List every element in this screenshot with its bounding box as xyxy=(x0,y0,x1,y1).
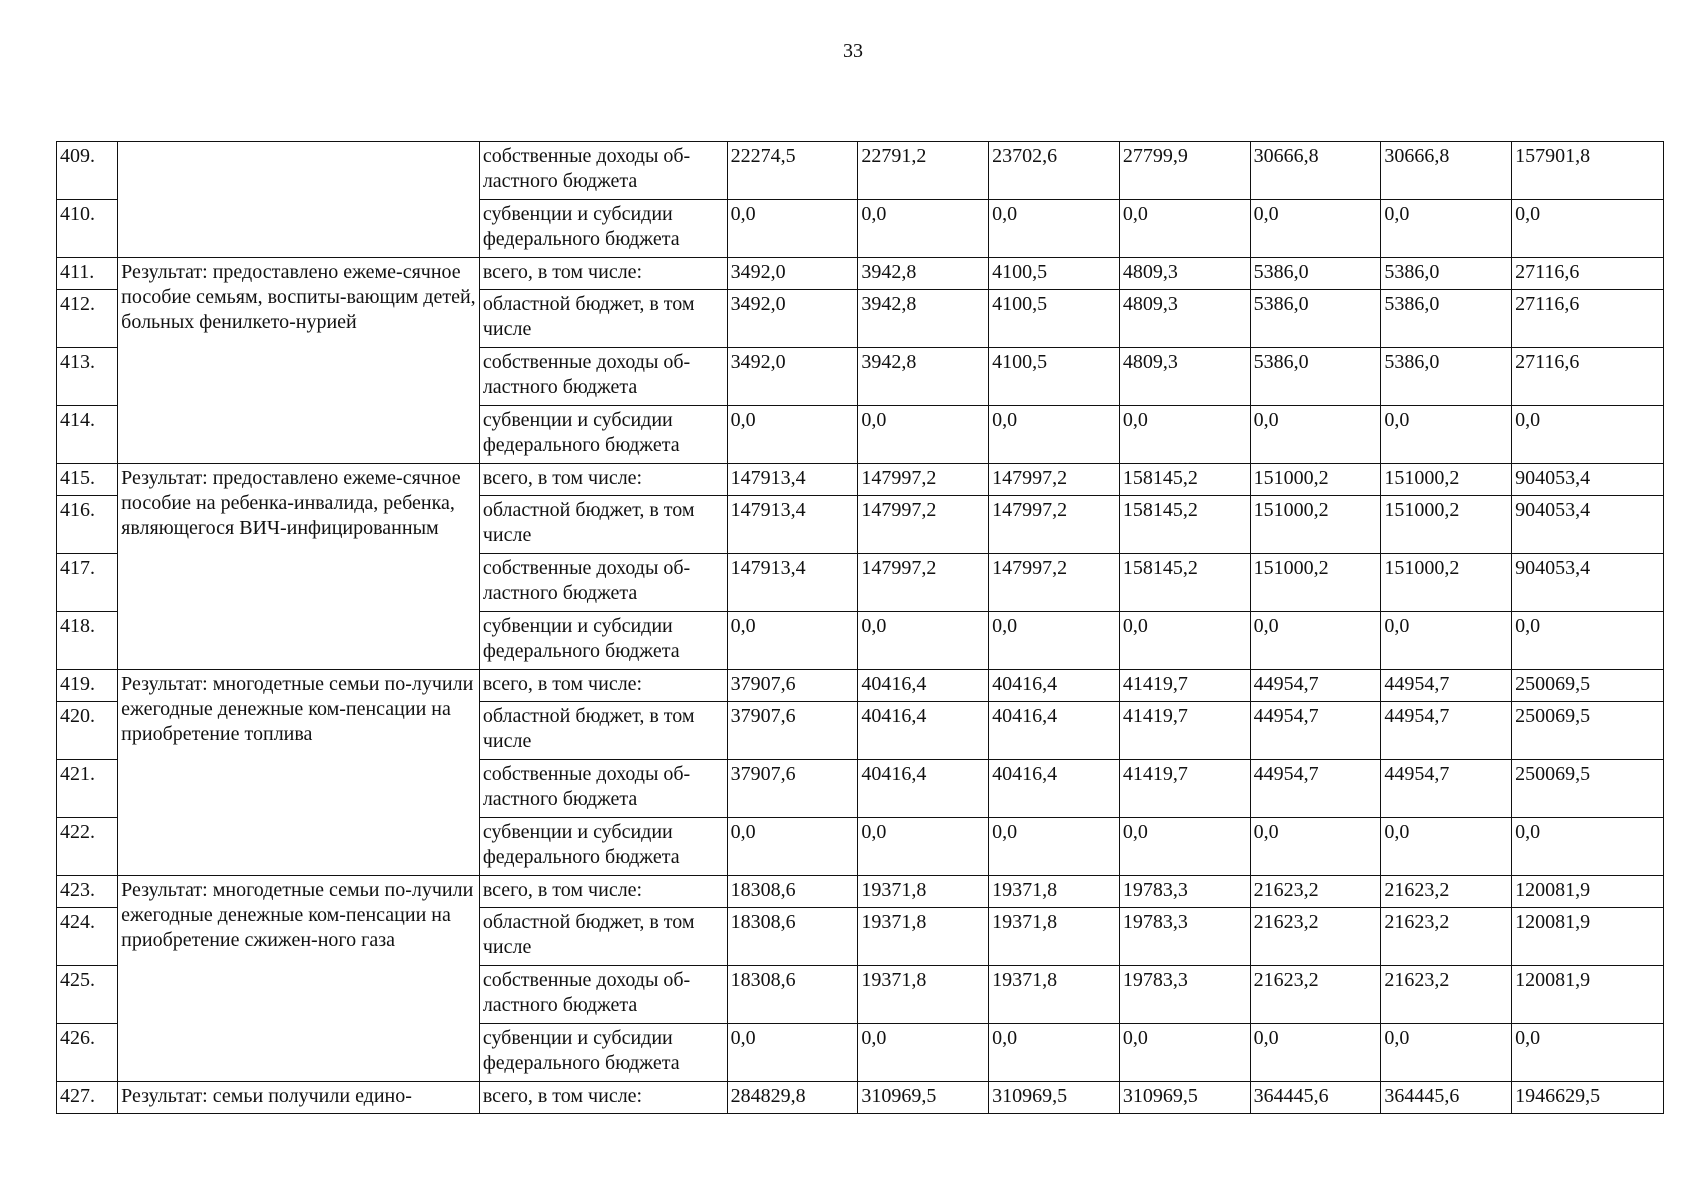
row-number: 426. xyxy=(57,1024,118,1082)
year-value-cell: 19783,3 xyxy=(1119,876,1250,908)
year-value-cell: 4809,3 xyxy=(1119,258,1250,290)
total-value-cell: 0,0 xyxy=(1512,818,1664,876)
year-value-cell: 0,0 xyxy=(1250,612,1381,670)
funding-source: собственные доходы об-ластного бюджета xyxy=(479,554,727,612)
year-value-cell: 5386,0 xyxy=(1381,348,1512,406)
year-value-cell: 147997,2 xyxy=(858,496,989,554)
funding-source: областной бюджет, в том числе xyxy=(479,702,727,760)
funding-source: областной бюджет, в том числе xyxy=(479,290,727,348)
total-value-cell: 157901,8 xyxy=(1512,142,1664,200)
year-value-cell: 3942,8 xyxy=(858,258,989,290)
year-value-cell: 364445,6 xyxy=(1381,1082,1512,1114)
year-value-cell: 19371,8 xyxy=(989,966,1120,1024)
result-description: Результат: семьи получили едино- xyxy=(118,1082,480,1114)
year-value-cell: 0,0 xyxy=(1381,1024,1512,1082)
funding-source: собственные доходы об-ластного бюджета xyxy=(479,142,727,200)
year-value-cell: 30666,8 xyxy=(1381,142,1512,200)
result-description: Результат: предоставлено ежеме-сячное пособие семьям, воспиты-вающим детей, больных фенилкето-нурией xyxy=(118,258,480,464)
year-value-cell: 23702,6 xyxy=(989,142,1120,200)
year-value-cell: 147997,2 xyxy=(858,464,989,496)
year-value-cell: 5386,0 xyxy=(1381,258,1512,290)
year-value-cell: 147997,2 xyxy=(989,464,1120,496)
total-value-cell: 27116,6 xyxy=(1512,290,1664,348)
total-value-cell: 0,0 xyxy=(1512,406,1664,464)
year-value-cell: 0,0 xyxy=(989,406,1120,464)
total-value-cell: 1946629,5 xyxy=(1512,1082,1664,1114)
year-value-cell: 0,0 xyxy=(1381,818,1512,876)
year-value-cell: 40416,4 xyxy=(989,702,1120,760)
year-value-cell: 364445,6 xyxy=(1250,1082,1381,1114)
total-value-cell: 904053,4 xyxy=(1512,496,1664,554)
row-number: 417. xyxy=(57,554,118,612)
year-value-cell: 0,0 xyxy=(727,1024,858,1082)
year-value-cell: 0,0 xyxy=(989,200,1120,258)
row-number: 419. xyxy=(57,670,118,702)
year-value-cell: 0,0 xyxy=(727,818,858,876)
year-value-cell: 0,0 xyxy=(858,818,989,876)
funding-source: всего, в том числе: xyxy=(479,876,727,908)
year-value-cell: 0,0 xyxy=(1119,1024,1250,1082)
result-description: Результат: многодетные семьи по-лучили ежегодные денежные ком-пенсации на приобретение сжижен-ного газа xyxy=(118,876,480,1082)
year-value-cell: 0,0 xyxy=(1381,200,1512,258)
table-row xyxy=(57,1082,1664,1114)
result-description: Результат: многодетные семьи по-лучили ежегодные денежные ком-пенсации на приобретение топлива xyxy=(118,670,480,876)
year-value-cell: 41419,7 xyxy=(1119,702,1250,760)
year-value-cell: 310969,5 xyxy=(858,1082,989,1114)
funding-source: субвенции и субсидии федерального бюджета xyxy=(479,200,727,258)
year-value-cell: 21623,2 xyxy=(1381,876,1512,908)
total-value-cell: 904053,4 xyxy=(1512,554,1664,612)
total-value-cell: 120081,9 xyxy=(1512,908,1664,966)
total-value-cell: 120081,9 xyxy=(1512,876,1664,908)
year-value-cell: 44954,7 xyxy=(1250,760,1381,818)
year-value-cell: 0,0 xyxy=(1250,818,1381,876)
row-number: 416. xyxy=(57,496,118,554)
funding-source: всего, в том числе: xyxy=(479,670,727,702)
total-value-cell: 250069,5 xyxy=(1512,702,1664,760)
total-value-cell: 904053,4 xyxy=(1512,464,1664,496)
result-description xyxy=(118,142,480,258)
year-value-cell: 0,0 xyxy=(1119,200,1250,258)
year-value-cell: 19371,8 xyxy=(858,876,989,908)
year-value-cell: 147997,2 xyxy=(989,554,1120,612)
year-value-cell: 27799,9 xyxy=(1119,142,1250,200)
row-number: 418. xyxy=(57,612,118,670)
total-value-cell: 27116,6 xyxy=(1512,258,1664,290)
year-value-cell: 0,0 xyxy=(727,200,858,258)
total-value-cell: 27116,6 xyxy=(1512,348,1664,406)
year-value-cell: 40416,4 xyxy=(858,670,989,702)
year-value-cell: 3492,0 xyxy=(727,290,858,348)
year-value-cell: 0,0 xyxy=(1381,406,1512,464)
table-row xyxy=(57,670,1664,702)
row-number: 423. xyxy=(57,876,118,908)
year-value-cell: 37907,6 xyxy=(727,702,858,760)
year-value-cell: 0,0 xyxy=(1250,406,1381,464)
total-value-cell: 0,0 xyxy=(1512,1024,1664,1082)
row-number: 421. xyxy=(57,760,118,818)
year-value-cell: 21623,2 xyxy=(1381,966,1512,1024)
year-value-cell: 0,0 xyxy=(1250,200,1381,258)
year-value-cell: 0,0 xyxy=(727,612,858,670)
funding-source: собственные доходы об-ластного бюджета xyxy=(479,760,727,818)
year-value-cell: 3942,8 xyxy=(858,348,989,406)
year-value-cell: 41419,7 xyxy=(1119,670,1250,702)
year-value-cell: 147913,4 xyxy=(727,554,858,612)
year-value-cell: 30666,8 xyxy=(1250,142,1381,200)
page-number: 33 xyxy=(843,40,863,62)
year-value-cell: 151000,2 xyxy=(1250,464,1381,496)
year-value-cell: 40416,4 xyxy=(989,760,1120,818)
year-value-cell: 0,0 xyxy=(989,1024,1120,1082)
year-value-cell: 0,0 xyxy=(858,612,989,670)
year-value-cell: 19371,8 xyxy=(989,876,1120,908)
year-value-cell: 19783,3 xyxy=(1119,966,1250,1024)
table-body xyxy=(57,142,1664,1114)
table-row xyxy=(57,876,1664,908)
row-number: 427. xyxy=(57,1082,118,1114)
row-number: 409. xyxy=(57,142,118,200)
year-value-cell: 0,0 xyxy=(1119,406,1250,464)
funding-source: субвенции и субсидии федерального бюджета xyxy=(479,612,727,670)
funding-source: субвенции и субсидии федерального бюджета xyxy=(479,406,727,464)
total-value-cell: 250069,5 xyxy=(1512,670,1664,702)
year-value-cell: 44954,7 xyxy=(1250,702,1381,760)
year-value-cell: 21623,2 xyxy=(1381,908,1512,966)
year-value-cell: 3492,0 xyxy=(727,258,858,290)
year-value-cell: 0,0 xyxy=(989,612,1120,670)
table-row xyxy=(57,142,1664,200)
year-value-cell: 41419,7 xyxy=(1119,760,1250,818)
row-number: 410. xyxy=(57,200,118,258)
year-value-cell: 21623,2 xyxy=(1250,908,1381,966)
year-value-cell: 0,0 xyxy=(989,818,1120,876)
year-value-cell: 151000,2 xyxy=(1250,496,1381,554)
year-value-cell: 0,0 xyxy=(858,1024,989,1082)
year-value-cell: 40416,4 xyxy=(858,760,989,818)
row-number: 412. xyxy=(57,290,118,348)
row-number: 413. xyxy=(57,348,118,406)
year-value-cell: 147913,4 xyxy=(727,496,858,554)
table-row xyxy=(57,258,1664,290)
funding-source: всего, в том числе: xyxy=(479,464,727,496)
total-value-cell: 0,0 xyxy=(1512,612,1664,670)
row-number: 420. xyxy=(57,702,118,760)
result-description: Результат: предоставлено ежеме-сячное пособие на ребенка-инвалида, ребенка, являющегося ВИЧ-инфицированным xyxy=(118,464,480,670)
year-value-cell: 4100,5 xyxy=(989,348,1120,406)
total-value-cell: 250069,5 xyxy=(1512,760,1664,818)
funding-source: областной бюджет, в том числе xyxy=(479,496,727,554)
year-value-cell: 151000,2 xyxy=(1381,496,1512,554)
year-value-cell: 19371,8 xyxy=(858,908,989,966)
year-value-cell: 19371,8 xyxy=(858,966,989,1024)
year-value-cell: 4809,3 xyxy=(1119,290,1250,348)
year-value-cell: 22791,2 xyxy=(858,142,989,200)
budget-table xyxy=(56,141,1664,1114)
year-value-cell: 4100,5 xyxy=(989,258,1120,290)
year-value-cell: 19783,3 xyxy=(1119,908,1250,966)
year-value-cell: 4809,3 xyxy=(1119,348,1250,406)
year-value-cell: 151000,2 xyxy=(1381,464,1512,496)
funding-source: собственные доходы об-ластного бюджета xyxy=(479,348,727,406)
year-value-cell: 0,0 xyxy=(1119,818,1250,876)
year-value-cell: 5386,0 xyxy=(1250,348,1381,406)
row-number: 422. xyxy=(57,818,118,876)
year-value-cell: 21623,2 xyxy=(1250,876,1381,908)
year-value-cell: 18308,6 xyxy=(727,966,858,1024)
year-value-cell: 147997,2 xyxy=(858,554,989,612)
funding-source: субвенции и субсидии федерального бюджета xyxy=(479,818,727,876)
funding-source: областной бюджет, в том числе xyxy=(479,908,727,966)
funding-source: всего, в том числе: xyxy=(479,1082,727,1114)
year-value-cell: 19371,8 xyxy=(989,908,1120,966)
row-number: 425. xyxy=(57,966,118,1024)
year-value-cell: 310969,5 xyxy=(989,1082,1120,1114)
year-value-cell: 284829,8 xyxy=(727,1082,858,1114)
year-value-cell: 21623,2 xyxy=(1250,966,1381,1024)
year-value-cell: 158145,2 xyxy=(1119,464,1250,496)
total-value-cell: 0,0 xyxy=(1512,200,1664,258)
year-value-cell: 0,0 xyxy=(858,200,989,258)
year-value-cell: 44954,7 xyxy=(1250,670,1381,702)
year-value-cell: 44954,7 xyxy=(1381,760,1512,818)
year-value-cell: 147913,4 xyxy=(727,464,858,496)
row-number: 415. xyxy=(57,464,118,496)
year-value-cell: 3942,8 xyxy=(858,290,989,348)
row-number: 414. xyxy=(57,406,118,464)
year-value-cell: 5386,0 xyxy=(1381,290,1512,348)
year-value-cell: 151000,2 xyxy=(1381,554,1512,612)
row-number: 424. xyxy=(57,908,118,966)
year-value-cell: 5386,0 xyxy=(1250,258,1381,290)
year-value-cell: 158145,2 xyxy=(1119,496,1250,554)
year-value-cell: 147997,2 xyxy=(989,496,1120,554)
table-row xyxy=(57,464,1664,496)
total-value-cell: 120081,9 xyxy=(1512,966,1664,1024)
year-value-cell: 44954,7 xyxy=(1381,702,1512,760)
year-value-cell: 18308,6 xyxy=(727,876,858,908)
year-value-cell: 44954,7 xyxy=(1381,670,1512,702)
year-value-cell: 22274,5 xyxy=(727,142,858,200)
year-value-cell: 3492,0 xyxy=(727,348,858,406)
year-value-cell: 0,0 xyxy=(1381,612,1512,670)
year-value-cell: 5386,0 xyxy=(1250,290,1381,348)
year-value-cell: 0,0 xyxy=(858,406,989,464)
year-value-cell: 40416,4 xyxy=(858,702,989,760)
year-value-cell: 4100,5 xyxy=(989,290,1120,348)
year-value-cell: 0,0 xyxy=(1119,612,1250,670)
year-value-cell: 151000,2 xyxy=(1250,554,1381,612)
year-value-cell: 0,0 xyxy=(727,406,858,464)
row-number: 411. xyxy=(57,258,118,290)
year-value-cell: 310969,5 xyxy=(1119,1082,1250,1114)
year-value-cell: 0,0 xyxy=(1250,1024,1381,1082)
year-value-cell: 37907,6 xyxy=(727,670,858,702)
funding-source: всего, в том числе: xyxy=(479,258,727,290)
year-value-cell: 37907,6 xyxy=(727,760,858,818)
funding-source: собственные доходы об-ластного бюджета xyxy=(479,966,727,1024)
year-value-cell: 18308,6 xyxy=(727,908,858,966)
year-value-cell: 40416,4 xyxy=(989,670,1120,702)
funding-source: субвенции и субсидии федерального бюджета xyxy=(479,1024,727,1082)
year-value-cell: 158145,2 xyxy=(1119,554,1250,612)
